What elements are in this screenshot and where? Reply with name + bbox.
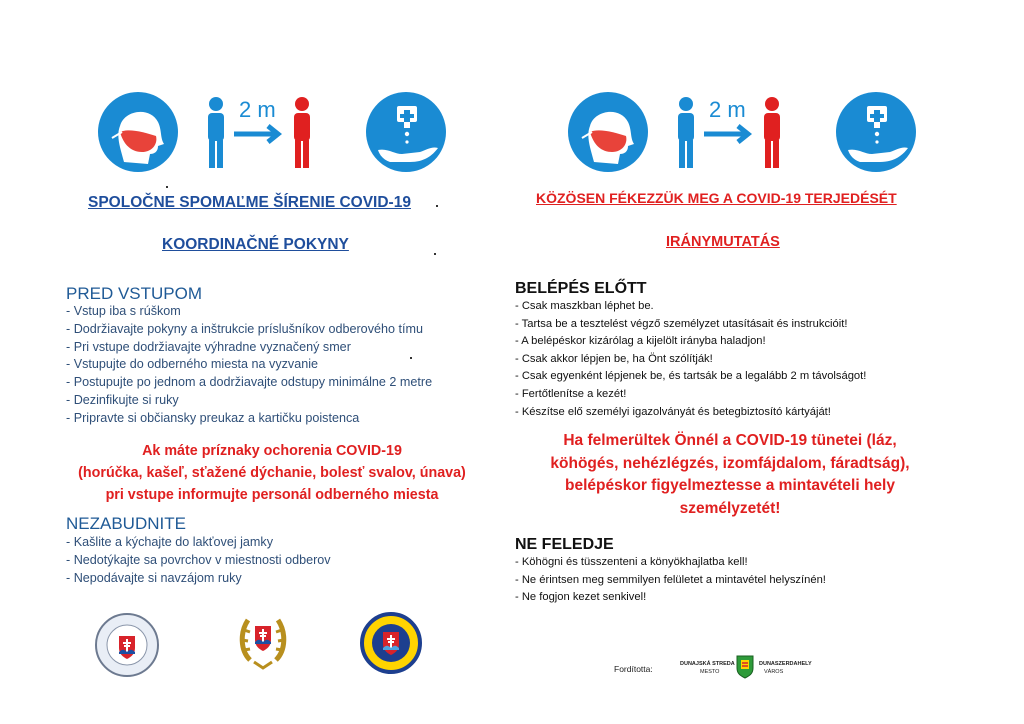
list-item: - Postupujte po jednom a dodržiavajte odstupy minimálne 2 metre bbox=[66, 375, 433, 390]
hungarian-remember-heading: NE FELEDJE bbox=[515, 536, 614, 553]
hungarian-warning bbox=[510, 430, 950, 520]
warning-line: személyzetét! bbox=[679, 499, 781, 517]
distance-label: 2 m bbox=[239, 97, 276, 122]
military-police-logo bbox=[234, 610, 292, 672]
warning-line: köhögés, nehézlégzés, izomfájdalom, fáradtság), bbox=[550, 454, 910, 472]
slovak-before-heading: PRED VSTUPOM bbox=[66, 284, 203, 303]
slovak-remember-heading: NEZABUDNITE bbox=[66, 514, 186, 533]
slovak-before-list bbox=[66, 303, 432, 428]
hungarian-before-heading: BELÉPÉS ELŐTT bbox=[515, 280, 647, 297]
hungarian-icon-row bbox=[568, 92, 928, 178]
hungarian-remember-list bbox=[515, 554, 826, 607]
city-sub-left: MESTO bbox=[700, 669, 720, 675]
warning-line: pri vstupe informujte personál odberného miesta bbox=[105, 487, 439, 503]
hungarian-before-list bbox=[515, 298, 866, 421]
list-item: - Dodržiavajte pokyny a inštrukcie príslušníkov odberového tímu bbox=[66, 321, 423, 336]
slovak-subtitle: KOORDINAČNÉ POKYNY bbox=[162, 236, 349, 253]
slovak-warning bbox=[52, 440, 492, 506]
list-item: - Csak egyenként lépjenek be, és tartsák be a legalább 2 m távolságot! bbox=[515, 370, 867, 383]
list-item: - Ne fogjon kezet senkivel! bbox=[515, 591, 647, 604]
list-item: - Tartsa be a tesztelést végző személyzet utasításait és instrukcióit! bbox=[515, 317, 848, 330]
stray-dot bbox=[434, 253, 436, 255]
police-logo bbox=[94, 612, 160, 678]
list-item: - Fertőtlenítse a kezét! bbox=[515, 387, 627, 400]
hungarian-column bbox=[510, 0, 950, 724]
list-item: - Dezinfikujte si ruky bbox=[66, 392, 179, 407]
distance-2m-icon bbox=[202, 92, 322, 178]
list-item: - Csak akkor lépjen be, ha Önt szólítják! bbox=[515, 352, 713, 365]
list-item: - Csak maszkban léphet be. bbox=[515, 300, 654, 312]
list-item: - Pripravte si občiansky preukaz a kartičku poistenca bbox=[66, 410, 360, 425]
hand-sanitizer-icon bbox=[836, 92, 916, 172]
warning-line: (horúčka, kašeľ, sťažené dýchanie, bolesť svalov, únava) bbox=[78, 465, 466, 481]
slovak-column bbox=[60, 0, 480, 724]
list-item: - Nedotýkajte sa povrchov v miestnosti odberov bbox=[66, 552, 331, 567]
list-item: - Ne érintsen meg semmilyen felületet a mintavétel helyszínén! bbox=[515, 573, 826, 586]
translated-by-label: Fordította: bbox=[614, 664, 653, 674]
list-item: - Kašlite a kýchajte do lakťovej jamky bbox=[66, 535, 274, 549]
stray-dot bbox=[410, 357, 412, 359]
list-item: - Készítse elő személyi igazolványát és betegbiztosító kártyáját! bbox=[515, 405, 831, 418]
distance-2m-icon bbox=[672, 92, 792, 178]
fire-rescue-logo bbox=[360, 612, 422, 674]
city-name-left: DUNAJSKÁ STREDA bbox=[680, 661, 735, 667]
hungarian-title: KÖZÖSEN FÉKEZZÜK MEG A COVID-19 TERJEDÉSÉT bbox=[536, 190, 897, 206]
list-item: - Pri vstupe dodržiavajte výhradne vyznačený smer bbox=[66, 339, 351, 354]
slovak-title: SPOLOČNE SPOMAĽME ŠÍRENIE COVID-19 bbox=[88, 194, 411, 211]
slovak-icon-row bbox=[98, 92, 458, 178]
city-name-right: DUNASZERDAHELY bbox=[759, 661, 812, 667]
distance-label: 2 m bbox=[709, 97, 746, 122]
list-item: - A belépéskor kizárólag a kijelölt irányba haladjon! bbox=[515, 335, 766, 348]
warning-line: Ak máte príznaky ochorenia COVID-19 bbox=[142, 443, 402, 459]
list-item: - Nepodávajte si navzájom ruky bbox=[66, 570, 242, 585]
slovak-remember-list bbox=[66, 534, 331, 587]
stray-dot bbox=[166, 186, 168, 188]
list-item: - Köhögni és tüsszenteni a könyökhajlatba kell! bbox=[515, 556, 748, 568]
warning-line: Ha felmerültek Önnél a COVID-19 tünetei (láz, bbox=[563, 432, 897, 449]
mask-person-icon bbox=[568, 92, 648, 172]
list-item: - Vstupujte do odberného miesta na vyzvanie bbox=[66, 357, 319, 372]
city-coat-of-arms bbox=[736, 655, 754, 679]
warning-line: belépéskor figyelmeztesse a mintavételi hely bbox=[565, 477, 895, 494]
stray-dot bbox=[436, 205, 438, 207]
mask-person-icon bbox=[98, 92, 178, 172]
hungarian-subtitle: IRÁNYMUTATÁS bbox=[666, 234, 780, 250]
list-item: - Vstup iba s rúškom bbox=[66, 304, 181, 318]
hand-sanitizer-icon bbox=[366, 92, 446, 172]
city-sub-right: VÁROS bbox=[764, 669, 784, 675]
